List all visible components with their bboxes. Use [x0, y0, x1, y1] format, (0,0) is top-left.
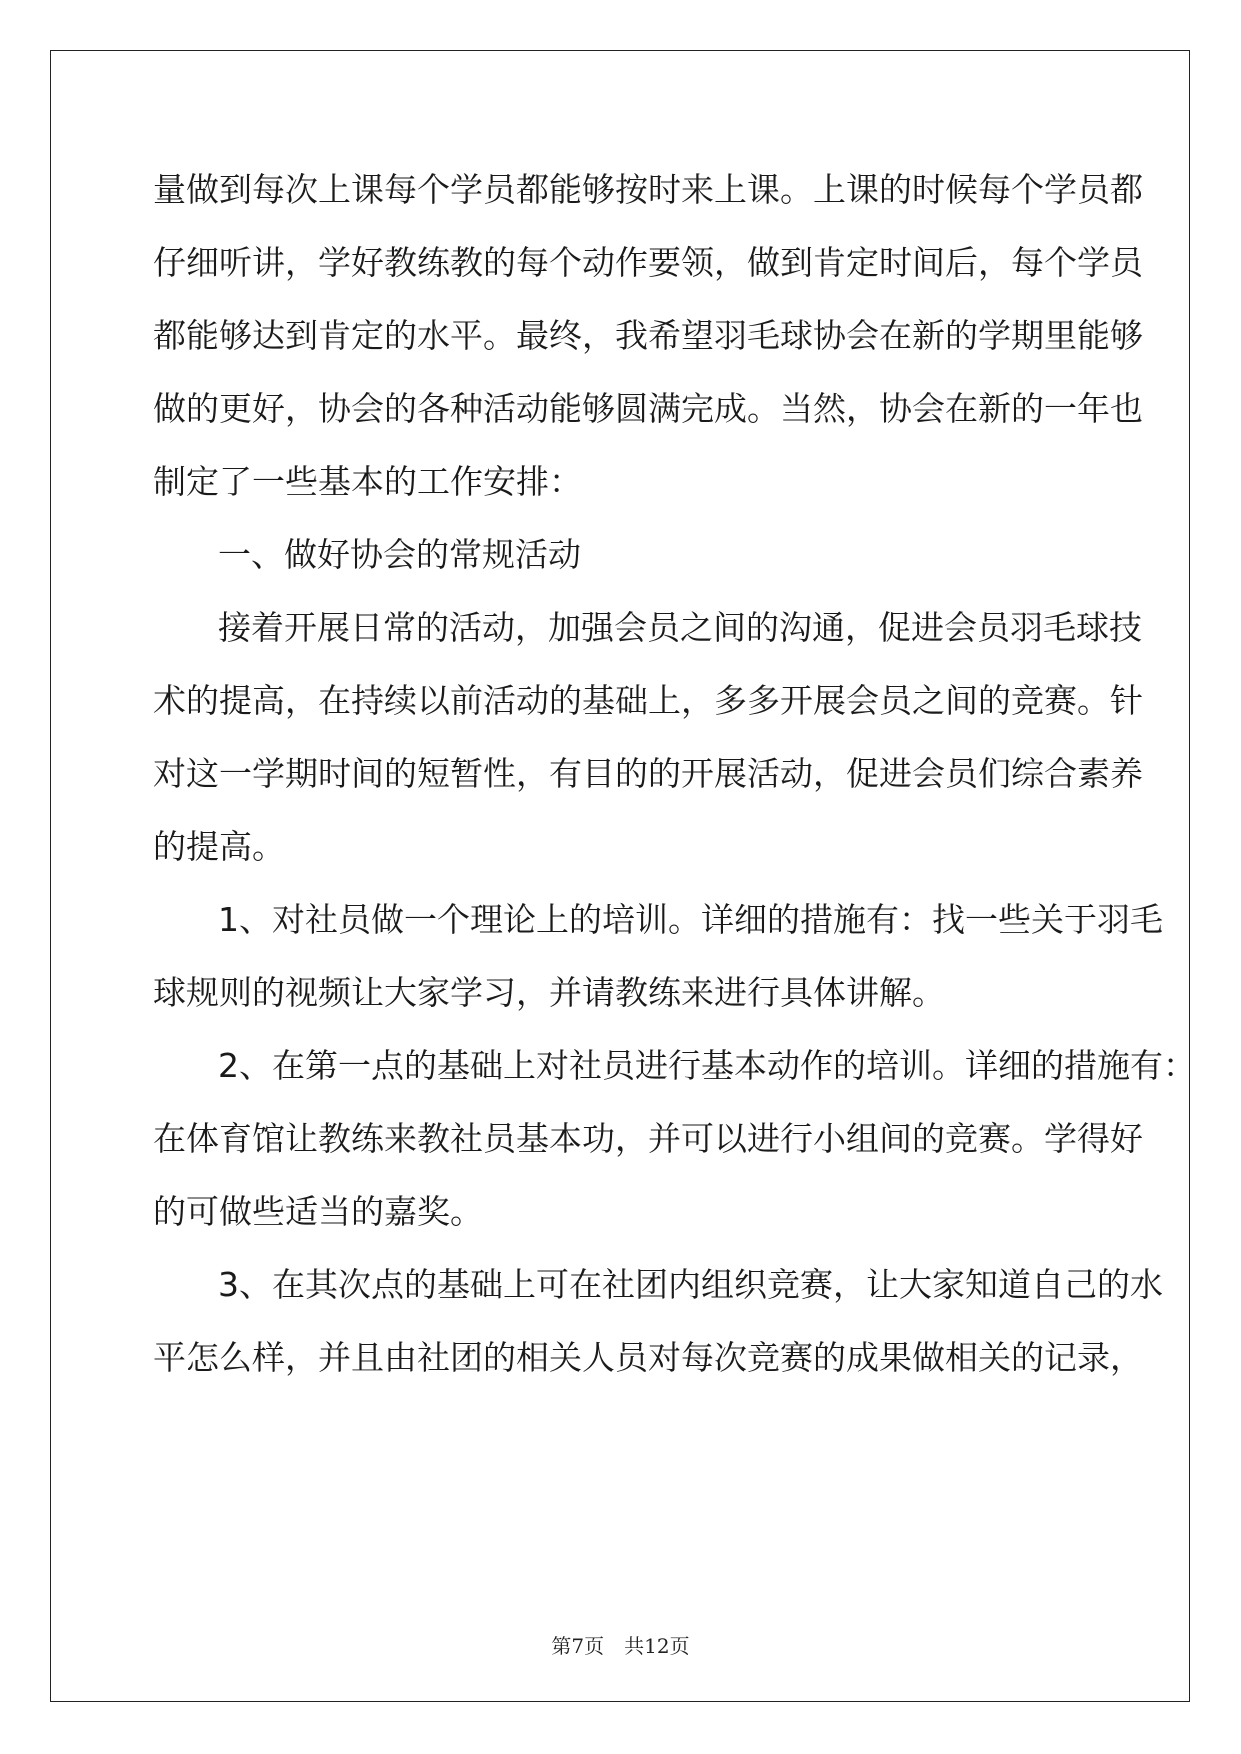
- list-item: 3、在其次点的基础上可在社团内组织竞赛，让大家知道自己的水: [218, 1265, 1163, 1304]
- body-line: 制定了一些基本的工作安排：: [153, 462, 582, 501]
- body-line: 平怎么样，并且由社团的相关人员对每次竞赛的成果做相关的记录，: [153, 1338, 1143, 1377]
- page-border: [50, 50, 1196, 1702]
- body-line: 的提高。: [153, 827, 285, 866]
- body-line: 都能够达到肯定的水平。最终，我希望羽毛球协会在新的学期里能够: [153, 316, 1143, 355]
- body-line: 对这一学期时间的短暂性，有目的的开展活动，促进会员们综合素养: [153, 754, 1143, 793]
- body-line: 量做到每次上课每个学员都能够按时来上课。上课的时候每个学员都: [153, 170, 1143, 209]
- list-item: 2、在第一点的基础上对社员进行基本动作的培训。详细的措施有：: [218, 1046, 1196, 1085]
- page-number: 第7页 共12页: [551, 1634, 690, 1658]
- body-line: 仔细听讲，学好教练教的每个动作要领，做到肯定时间后，每个学员: [153, 243, 1143, 282]
- body-line: 做的更好，协会的各种活动能够圆满完成。当然，协会在新的一年也: [153, 389, 1143, 428]
- body-line: 球规则的视频让大家学习，并请教练来进行具体讲解。: [153, 973, 945, 1012]
- list-item: 1、对社员做一个理论上的培训。详细的措施有：找一些关于羽毛: [218, 900, 1163, 939]
- body-line: 的可做些适当的嘉奖。: [153, 1192, 483, 1231]
- body-line: 术的提高，在持续以前活动的基础上，多多开展会员之间的竞赛。针: [153, 681, 1143, 720]
- section-heading: 一、做好协会的常规活动: [218, 535, 581, 574]
- body-line: 接着开展日常的活动，加强会员之间的沟通，促进会员羽毛球技: [218, 608, 1142, 647]
- body-line: 在体育馆让教练来教社员基本功，并可以进行小组间的竞赛。学得好: [153, 1119, 1143, 1158]
